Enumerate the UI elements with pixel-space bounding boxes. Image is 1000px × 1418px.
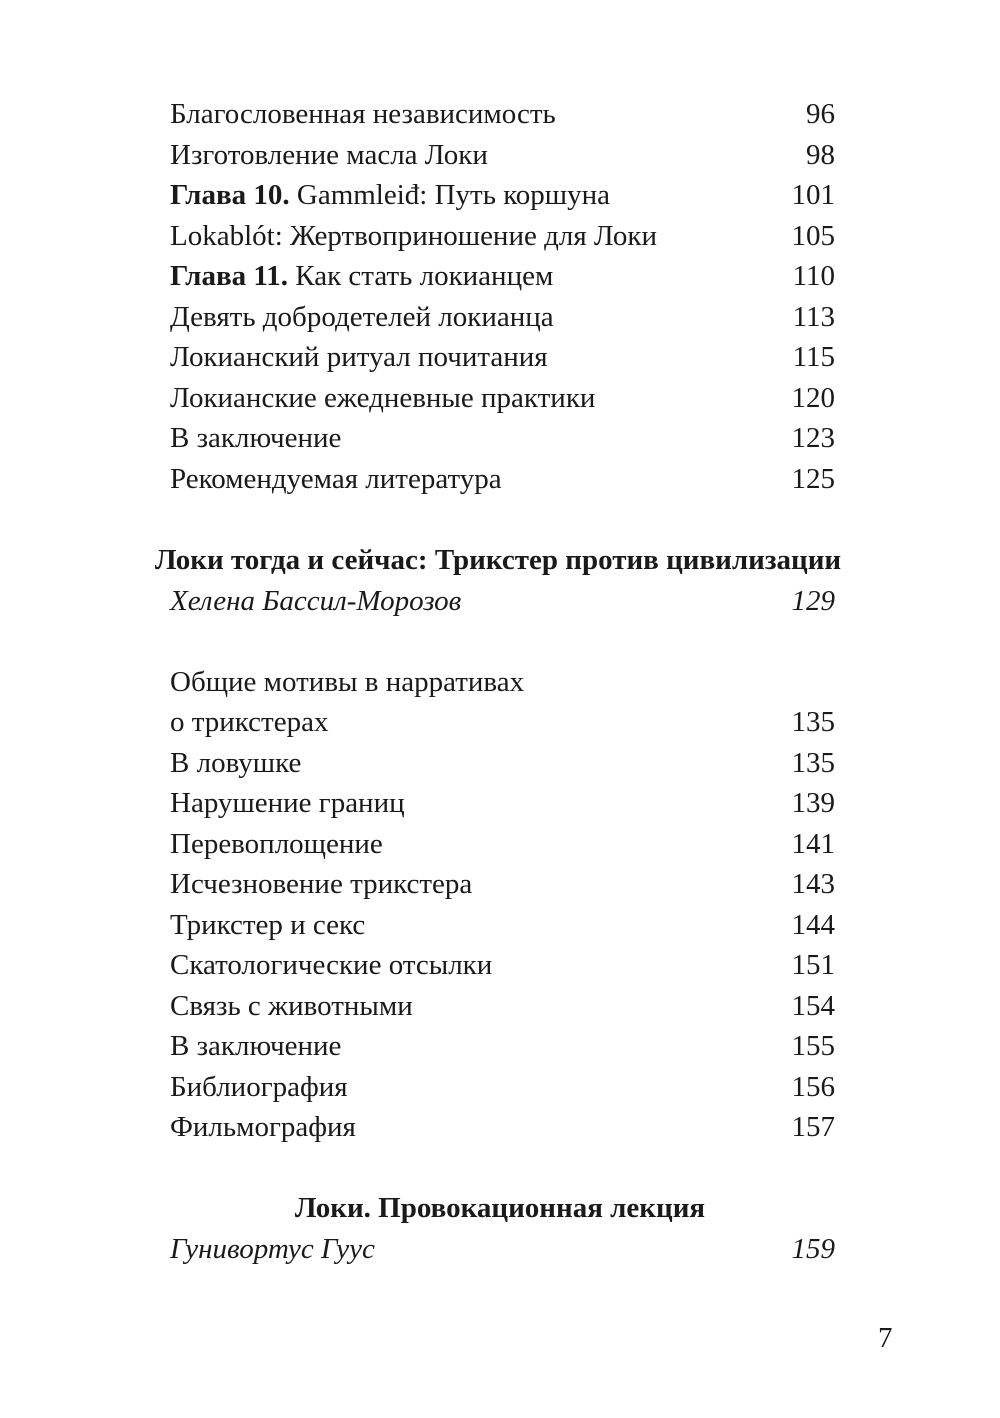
toc-entry bbox=[170, 1067, 835, 1107]
toc-entry-page: 98 bbox=[806, 139, 835, 171]
toc-entry-page: 141 bbox=[791, 828, 835, 860]
toc-entry bbox=[170, 905, 835, 945]
toc-entry-page: 101 bbox=[791, 179, 835, 211]
toc-entry-title: Нарушение границ bbox=[170, 787, 405, 819]
toc-entry bbox=[170, 824, 835, 864]
toc-entry bbox=[170, 94, 835, 134]
toc-entry bbox=[170, 662, 835, 702]
toc-entry-page: 135 bbox=[791, 706, 835, 738]
toc-entry-title: Девять добродетелей локианца bbox=[170, 301, 554, 333]
chapter-title: Как стать локианцем bbox=[288, 260, 554, 292]
toc-entry-page: 155 bbox=[791, 1030, 835, 1062]
toc-entry-title: Исчезновение трикстера bbox=[170, 868, 473, 900]
toc-entry-title: Благословенная независимость bbox=[170, 98, 556, 130]
toc-entry-page: 156 bbox=[791, 1071, 835, 1103]
toc-entry-page: 151 bbox=[791, 949, 835, 981]
toc-entry-page: 110 bbox=[792, 260, 835, 292]
toc-entry bbox=[170, 216, 835, 256]
toc-entry-page: 154 bbox=[791, 990, 835, 1022]
toc-entry-page: 105 bbox=[791, 220, 835, 252]
toc-entry-title: Скатологические отсылки bbox=[170, 949, 493, 981]
toc-entry bbox=[170, 702, 835, 742]
section-title: Локи. Провокационная лекция bbox=[294, 1192, 706, 1224]
section-page: 159 bbox=[791, 1233, 835, 1265]
toc-entry-title: В ловушке bbox=[170, 747, 302, 779]
toc-entry bbox=[170, 378, 835, 418]
toc-entry-title: Локианские ежедневные практики bbox=[170, 382, 596, 414]
toc-entry-page: 139 bbox=[791, 787, 835, 819]
section-page: 129 bbox=[791, 585, 835, 617]
toc-entry-title: Связь с животными bbox=[170, 990, 413, 1022]
toc-entry-page: 113 bbox=[792, 301, 835, 333]
toc-entry-page: 123 bbox=[791, 422, 835, 454]
section-author: Хелена Бассил-Морозов bbox=[170, 585, 462, 617]
toc-entry bbox=[170, 135, 835, 175]
chapter-label: Глава 11. bbox=[170, 260, 289, 292]
toc-entry-page: 115 bbox=[792, 341, 835, 373]
toc-entry bbox=[170, 337, 835, 377]
chapter-label: Глава 10. bbox=[170, 179, 290, 211]
toc-entry-page: 157 bbox=[791, 1111, 835, 1143]
toc-entry bbox=[170, 783, 835, 823]
toc-entry-title: В заключение bbox=[170, 1030, 342, 1062]
section-author-row bbox=[170, 1229, 835, 1269]
toc-entry-page: 135 bbox=[791, 747, 835, 779]
toc-entry-page: 120 bbox=[791, 382, 835, 414]
toc-entry-title: Библиография bbox=[170, 1071, 348, 1103]
page-number: 7 bbox=[878, 1322, 893, 1354]
toc-entry bbox=[170, 986, 835, 1026]
toc-entry bbox=[170, 945, 835, 985]
toc-entry bbox=[170, 864, 835, 904]
toc-entry-page: 143 bbox=[791, 868, 835, 900]
toc-entry bbox=[170, 175, 835, 215]
toc-entry-title: Перевоплощение bbox=[170, 828, 383, 860]
chapter-title: Gammleiđ: Путь коршуна bbox=[289, 179, 611, 211]
toc-entry bbox=[170, 418, 835, 458]
toc-entry-title: о трикстерах bbox=[170, 706, 329, 738]
toc-entry-title bbox=[170, 256, 553, 296]
toc-entry-title: Локианский ритуал почитания bbox=[170, 341, 548, 373]
toc-entry-title: Общие мотивы в нарративах bbox=[170, 666, 525, 698]
toc-entry bbox=[170, 297, 835, 337]
toc-entry-title: Трикстер и секс bbox=[170, 909, 366, 941]
toc-entry-title: Lokablót: Жертвоприношение для Локи bbox=[170, 220, 657, 252]
toc-entry bbox=[170, 459, 835, 499]
toc-entry-title: Изготовление масла Локи bbox=[170, 139, 488, 171]
toc-entry-title: В заключение bbox=[170, 422, 342, 454]
section-author-row bbox=[170, 581, 835, 621]
section-title: Локи тогда и сейчас: Трикстер против цивилизации bbox=[154, 544, 842, 576]
toc-entry-title: Фильмография bbox=[170, 1111, 356, 1143]
toc-entry bbox=[170, 1107, 835, 1147]
toc-entry-page: 96 bbox=[806, 98, 835, 130]
toc-entry-page: 125 bbox=[791, 463, 835, 495]
toc-entry bbox=[170, 1026, 835, 1066]
toc-entry bbox=[170, 256, 835, 296]
toc-entry-title bbox=[170, 175, 610, 215]
toc-entry-page: 144 bbox=[791, 909, 835, 941]
section-author: Гунивортус Гуус bbox=[170, 1233, 375, 1265]
toc-entry-title: Рекомендуемая литература bbox=[170, 463, 502, 495]
toc-entry bbox=[170, 743, 835, 783]
